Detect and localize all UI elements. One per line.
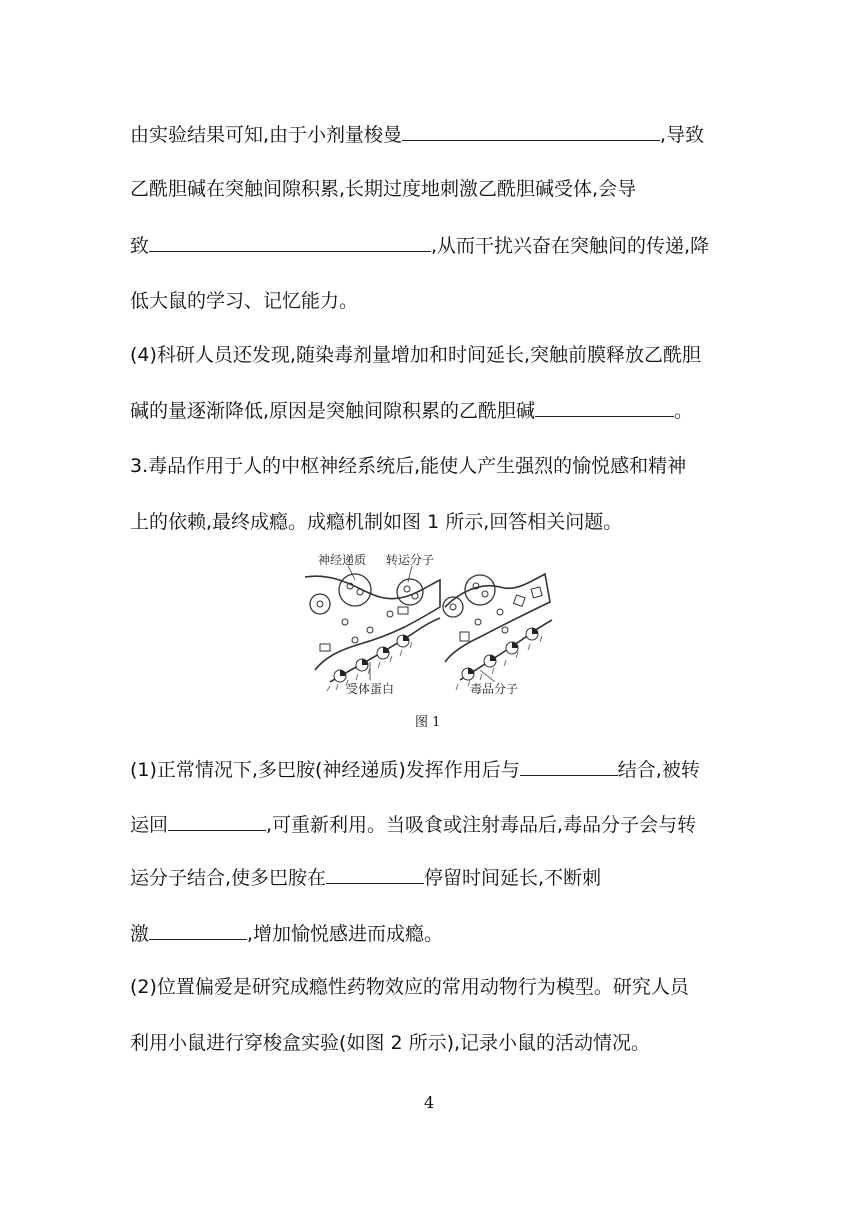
figure-caption: 图 1 xyxy=(415,715,441,730)
line-12 xyxy=(130,921,443,946)
line-7: 3.毒品作用于人的中枢神经系统后,能使人产生强烈的愉悦感和精神 xyxy=(130,455,687,477)
line-5: (4)科研人员还发现,随染毒剂量增加和时间延长,突触前膜释放乙酰胆 xyxy=(130,344,701,366)
drug-molecule xyxy=(531,587,542,598)
line-3 xyxy=(130,233,709,258)
text: 由实验结果可知,由于小剂量梭曼 xyxy=(130,124,403,146)
text: 。 xyxy=(674,400,694,422)
vesicle xyxy=(339,574,371,606)
text: (1)正常情况下,多巴胺(神经递质)发挥作用后与 xyxy=(130,759,520,781)
line-9 xyxy=(130,757,700,782)
line-8: 上的依赖,最终成瘾。成瘾机制如图 1 所示,回答相关问题。 xyxy=(130,511,623,533)
text: ,增加愉悦感进而成瘾。 xyxy=(247,923,444,945)
drug-molecule xyxy=(460,632,469,641)
text: 运分子结合,使多巴胺在 xyxy=(130,867,327,889)
text: 激 xyxy=(130,923,150,945)
label-drug: 毒品分子 xyxy=(470,682,519,696)
text: 致 xyxy=(130,235,150,257)
label-transporter: 转运分子 xyxy=(386,553,435,567)
line-6 xyxy=(130,398,693,423)
answer-blank[interactable] xyxy=(520,757,618,776)
presynaptic-membrane-left xyxy=(305,576,440,670)
text: ,可重新利用。当吸食或注射毒品后,毒品分子会与转 xyxy=(266,814,697,836)
answer-blank[interactable] xyxy=(149,233,431,252)
line-2: 乙酰胆碱在突触间隙积累,长期过度地刺激乙酰胆碱受体,会导 xyxy=(130,178,637,200)
line-10 xyxy=(130,812,696,837)
answer-blank[interactable] xyxy=(149,921,247,940)
line-11 xyxy=(130,865,601,890)
answer-blank[interactable] xyxy=(326,865,424,884)
answer-blank[interactable] xyxy=(168,812,266,831)
drug-molecule xyxy=(514,595,526,607)
label-neurotransmitter: 神经递质 xyxy=(318,553,367,567)
text: 碱的量逐渐降低,原因是突触间隙积累的乙酰胆碱 xyxy=(130,400,536,422)
transporter xyxy=(320,644,330,651)
label-receptor: 受体蛋白 xyxy=(346,682,395,696)
text: ,导致 xyxy=(660,124,705,146)
presynaptic-membrane-right xyxy=(445,574,550,662)
line-4: 低大鼠的学习、记忆能力。 xyxy=(130,290,359,312)
vesicle xyxy=(310,594,330,614)
text: 结合,被转 xyxy=(617,759,700,781)
text: ,从而干扰兴奋在突触间的传递,降 xyxy=(431,235,710,257)
line-1 xyxy=(130,122,704,147)
transporter xyxy=(398,607,408,614)
answer-blank[interactable] xyxy=(402,122,660,141)
text: 停留时间延长,不断刺 xyxy=(424,867,602,889)
answer-blank[interactable] xyxy=(535,398,674,417)
line-13: (2)位置偏爱是研究成瘾性药物效应的常用动物行为模型。研究人员 xyxy=(130,976,689,998)
line-14: 利用小鼠进行穿梭盒实验(如图 2 所示),记录小鼠的活动情况。 xyxy=(130,1032,651,1054)
page-number: 4 xyxy=(424,1093,435,1112)
text: 运回 xyxy=(130,814,169,836)
synapse-figure xyxy=(300,552,560,702)
